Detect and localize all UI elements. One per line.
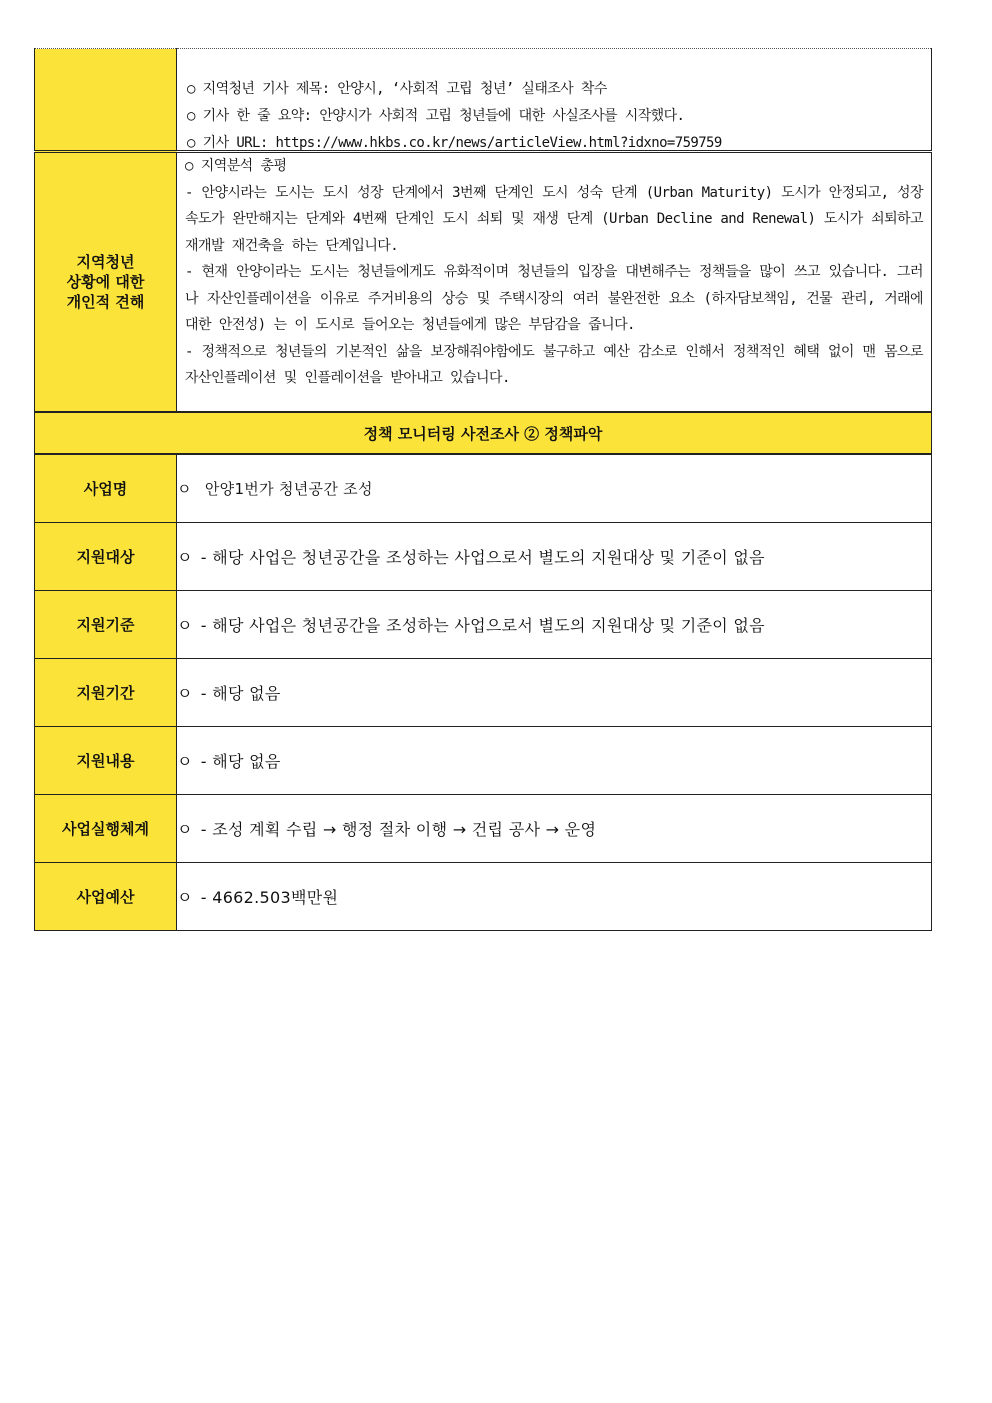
- bullet-icon: ㅇ: [177, 548, 193, 567]
- field-row-execution: [35, 795, 932, 863]
- policy-monitoring-table: [34, 48, 932, 931]
- article-row: [35, 49, 932, 152]
- field-value: - 해당 없음: [200, 752, 281, 771]
- opinion-paragraph-3: - 정책적으로 청년들의 기본적인 삶을 보장해줘야함에도 불구하고 예산 감소로 인해서 정책적인 혜택 없이 맨 몸으로 자산인플레이션 및 인플레이션을 받아내고 있습니다.: [185, 343, 923, 386]
- bullet-icon: ㅇ: [177, 752, 193, 771]
- field-label: 사업예산: [35, 863, 177, 931]
- field-label: 지원기준: [35, 591, 177, 659]
- opinion-label-line-2: 상황에 대한: [66, 273, 145, 291]
- section-header: 정책 모니터링 사전조사 ② 정책파악: [35, 412, 932, 454]
- field-label: 사업실행체계: [35, 795, 177, 863]
- opinion-row: [35, 152, 932, 413]
- bullet-icon: ㅇ: [177, 480, 192, 498]
- field-value-cell: [177, 727, 932, 795]
- field-row-criteria: [35, 591, 932, 659]
- bullet-icon: ㅇ: [177, 616, 193, 635]
- field-label: 지원내용: [35, 727, 177, 795]
- field-row-project-name: [35, 454, 932, 523]
- article-title-line: ○ 지역청년 기사 제목: 안양시, ‘사회적 고립 청년’ 실태조사 착수: [187, 81, 607, 97]
- field-value-cell: [177, 523, 932, 591]
- bullet-icon: ㅇ: [177, 888, 193, 907]
- field-value: - 4662.503백만원: [200, 888, 339, 907]
- field-row-budget: [35, 863, 932, 931]
- field-value-cell: [177, 659, 932, 727]
- field-value: - 조성 계획 수립 → 행정 절차 이행 → 건립 공사 → 운영: [200, 820, 597, 839]
- article-label-cell: [35, 49, 177, 152]
- field-row-target: [35, 523, 932, 591]
- field-value-cell: [177, 795, 932, 863]
- bullet-icon: ㅇ: [177, 684, 193, 703]
- opinion-label-line-3: 개인적 견해: [66, 293, 145, 311]
- field-label: 사업명: [35, 454, 177, 523]
- opinion-label-line-1: 지역청년: [76, 253, 135, 271]
- opinion-heading: ○ 지역분석 총평: [185, 158, 287, 174]
- opinion-content-cell: [177, 152, 932, 413]
- field-value: - 해당 사업은 청년공간을 조성하는 사업으로서 별도의 지원대상 및 기준이 없음: [200, 616, 765, 635]
- field-value-cell: [177, 454, 932, 523]
- opinion-label-cell: [35, 152, 177, 413]
- field-value-cell: [177, 863, 932, 931]
- section-header-row: [35, 412, 932, 454]
- field-value: - 해당 사업은 청년공간을 조성하는 사업으로서 별도의 지원대상 및 기준이 없음: [200, 548, 765, 567]
- field-row-period: [35, 659, 932, 727]
- field-value-cell: [177, 591, 932, 659]
- article-summary-line: ○ 기사 한 줄 요약: 안양시가 사회적 고립 청년들에 대한 사실조사를 시작했다.: [187, 108, 685, 124]
- field-label: 지원대상: [35, 523, 177, 591]
- article-content-cell: [177, 49, 932, 152]
- bullet-icon: ㅇ: [177, 820, 193, 839]
- opinion-paragraph-2: - 현재 안양이라는 도시는 청년들에게도 유화적이며 청년들의 입장을 대변해주는 정책들을 많이 쓰고 있습니다. 그러나 자산인플레이션을 이유로 주거비용의 상승 및 주택시장의 여러 불완전한 요소 (하자담보책임, 건물 관리, 거래에 대한 안전성) 는 이 도시로 들어오는 청년들에게 많은 부담감을 줍니다.: [185, 264, 923, 333]
- field-row-content: [35, 727, 932, 795]
- field-value: 안양1번가 청년공간 조성: [204, 480, 373, 498]
- field-label: 지원기간: [35, 659, 177, 727]
- article-url-line: ○ 기사 URL: https://www.hkbs.co.kr/news/articleView.html?idxno=759759: [187, 135, 722, 151]
- field-value: - 해당 없음: [200, 684, 281, 703]
- opinion-paragraph-1: - 안양시라는 도시는 도시 성장 단계에서 3번째 단계인 도시 성숙 단계 (Urban Maturity) 도시가 안정되고, 성장 속도가 완만해지는 단계와 4번째 단계인 도시 쇠퇴 및 재생 단계 (Urban Decline and Renewal) 도시가 쇠퇴하고 재개발 재건축을 하는 단계입니다.: [185, 184, 923, 254]
